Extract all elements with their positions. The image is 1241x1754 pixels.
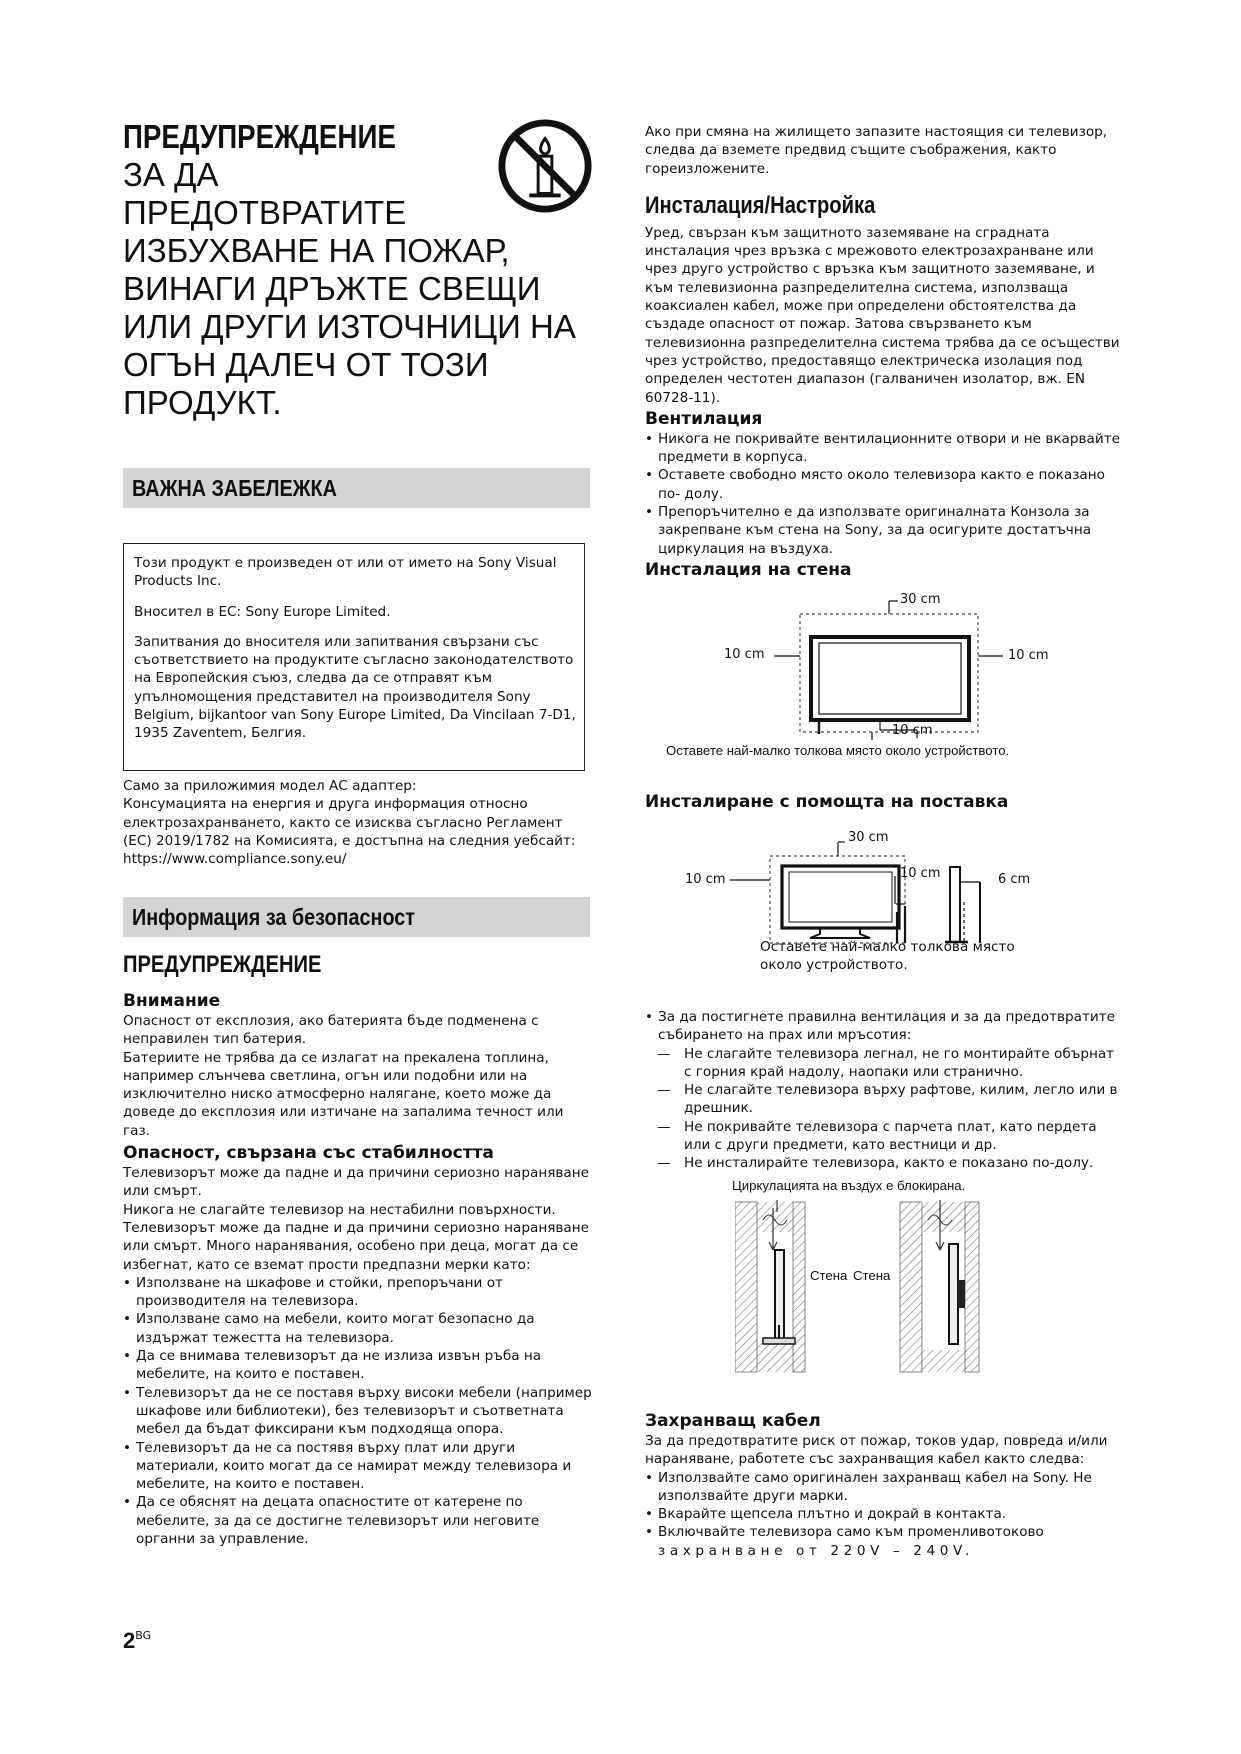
list-item: • Оставете свободно място около телевизора както е показано по- долу. [645, 466, 1120, 503]
box-paragraph: Запитвания до вносителя или запитвания свързани със съответствието на продуктите съгласно законодателството на Европейския съюз, следва да се отправят към упълномощения представител на производителя Sony Belgium, bijkantoor van Sony Europe Limited, Da Vincilaan 7-D1, 1935 Zaventem, Белгия. [134, 633, 576, 742]
wall-label: Стена [810, 1268, 848, 1283]
stand-clearance-top-label: 30 cm [848, 830, 889, 845]
list-item: — Не слагайте телевизора върху рафтове, килим, легло или в дрешник. [645, 1081, 1123, 1118]
list-item: — Не инсталирайте телевизора, както е показано по-долу. [645, 1154, 1123, 1172]
no-candle-icon [496, 117, 594, 215]
relocation-text: Ако при смяна на жилището запазите настоящия си телевизор, следва да вземете предвид същите съображения, както гореизложените. [645, 124, 1108, 177]
box-paragraph: Този продукт е произведен от или от името на Sony Visual Products Inc. [134, 555, 557, 590]
wall-install-diagram [660, 590, 1120, 765]
power-cord-section [645, 1411, 1123, 1560]
ventilation-list [645, 430, 1120, 558]
list-item: • Използване на шкафове и стойки, препоръчани от производителя на телевизора. [123, 1274, 593, 1311]
safety-warning-title: ПРЕДУПРЕЖДЕНИЕ [123, 951, 322, 978]
list-item: • Телевизорът да не са постявя върху плат или други материали, които могат да се намират между телевизора и мебелите, на които е поставен. [123, 1439, 593, 1494]
wall-install-title: Инсталация на стена [645, 559, 852, 580]
adapter-line: електрозахранването, както се изисква съгласно Регламент [123, 814, 563, 831]
page-number-value: 2 [123, 1628, 136, 1653]
clearance-left-label: 10 cm [724, 647, 765, 662]
power-cord-title: Захранващ кабел [645, 1411, 821, 1431]
wall-label: Стена [853, 1268, 891, 1283]
list-item: — Не покривайте телевизора с парчета плат, като пердета или с други предмети, като вестници и др. [645, 1118, 1123, 1155]
warning-line: ОГЪН ДАЛЕЧ ОТ ТОЗИ [123, 346, 489, 383]
stand-install-title: Инсталиране с помощта на поставка [645, 792, 1009, 812]
adapter-line: Само за приложимия модел АС адаптер: [123, 778, 417, 794]
important-notice-band [123, 468, 590, 508]
install-title: Инсталация/Настройка [645, 191, 876, 219]
caution-text: Опасност от експлозия, ако батерията бъде подменена с неправилен тип батерия. [123, 1013, 539, 1048]
page-language: BG [135, 1629, 152, 1642]
stability-text: Никога не слагайте телевизор на нестабилни повърхности. Телевизорът може да падне и да причини сериозно нараняване или смърт. Много наранявания, особено при деца, могат да се избегнат, като се вземат прости предпазни мерки като: [123, 1201, 589, 1273]
air-dash-list [645, 1045, 1123, 1173]
voltage-text: захранване от 220V – 240V. [658, 1542, 975, 1559]
air-circulation-section [645, 1008, 1123, 1173]
stability-text: Телевизорът може да падне и да причини сериозно нараняване или смърт. [123, 1165, 589, 1200]
list-item: • Използвайте само оригинален захранващ кабел на Sony. Не използвайте други марки. [645, 1469, 1123, 1506]
warning-line: ИЗБУХВАНЕ НА ПОЖАР, [123, 232, 510, 269]
stand-clearance-mid-label: 10 cm [900, 866, 941, 881]
caution-title: Внимание [123, 991, 221, 1011]
blocked-airflow-diagram [732, 1178, 1035, 1388]
list-item: • Да се обяснят на децата опасностите от катерене по мебелите, за да се достигне телевизорът или неговите органни за управление. [123, 1493, 593, 1548]
clearance-top-label: 30 cm [900, 592, 941, 607]
wall-figure-caption: Оставете най-малко толкова място около устройството. [666, 743, 1010, 758]
list-item: • Да се внимава телевизорът да не излиза извън ръба на мебелите, на които е поставен. [123, 1347, 593, 1384]
power-cord-list [645, 1469, 1123, 1542]
list-item: • Никога не покривайте вентилационните отвори и не вкарвайте предмети в корпуса. [645, 430, 1120, 467]
list-item: • Включвайте телевизора само към променливотоково [645, 1523, 1123, 1541]
warning-line: ЗА ДА [123, 156, 219, 193]
safety-band-title: Информация за безопасност [132, 904, 415, 930]
stability-title: Опасност, свързана със стабилността [123, 1143, 494, 1164]
list-item: — Не слагайте телевизора легнал, не го монтирайте обърнат с горния край надолу, наопаки или странично. [645, 1045, 1123, 1082]
adapter-info [123, 777, 593, 868]
list-item: • За да постигнете правилна вентилация и за да предотвратите събирането на прах или мръсотия: [645, 1008, 1123, 1045]
importer-info-box [123, 543, 585, 771]
ventilation-title: Вентилация [645, 408, 763, 429]
list-item: • Препоръчително е да използвате оригиналната Конзола за закрепване към стена на Sony, за да осигурите достатъчна циркулация на въздуха. [645, 503, 1120, 558]
warning-line: ВИНАГИ ДРЪЖТЕ СВЕЩИ [123, 270, 541, 307]
compliance-url: https://www.compliance.sony.eu/ [123, 851, 347, 868]
adapter-line: Консумацията на енергия и друга информация относно [123, 796, 528, 813]
stand-install-diagram [685, 822, 1110, 982]
stand-figure-caption: Оставете най-малко толкова място около устройството. [760, 939, 1015, 974]
important-notice-title: ВАЖНА ЗАБЕЛЕЖКА [132, 475, 337, 501]
stand-clearance-right-label: 6 cm [998, 872, 1031, 887]
clearance-right-label: 10 cm [1008, 648, 1049, 663]
page-number [123, 1628, 151, 1654]
safety-section [123, 951, 593, 1548]
list-item: • Телевизорът да не се поставя върху високи мебели (например шкафове или библиотеки), без телевизорът и съответната мебел да бъдат фиксирани към подходяща опора. [123, 1384, 593, 1439]
air-intro-list [645, 1008, 1123, 1045]
warning-title: ПРЕДУПРЕЖДЕНИЕ [123, 118, 396, 155]
blocked-airflow-caption: Циркулацията на въздух е блокирана. [732, 1178, 966, 1193]
list-item: • Използване само на мебели, които могат безопасно да издържат тежестта на телевизора. [123, 1310, 593, 1347]
right-column [645, 123, 1120, 581]
box-paragraph: Вносител в ЕС: Sony Europe Limited. [134, 603, 391, 620]
stability-list [123, 1274, 593, 1548]
clearance-bottom-label: 10 cm [892, 723, 933, 738]
adapter-line: (ЕС) 2019/1782 на Комисията, е достъпна на следния уебсайт: [123, 832, 576, 849]
list-item: • Вкарайте щепсела плътно и докрай в контакта. [645, 1505, 1123, 1523]
stand-clearance-left-label: 10 cm [685, 872, 726, 887]
battery-text: Батериите не трябва да се излагат на прекалена топлина, например слънчева светлина, огън или подобни или на изключително ниско атмосферно налягане, което може да доведе до експлозия или изтичане на запалима течност или газ. [123, 1049, 564, 1139]
safety-band [123, 897, 590, 937]
left-column [123, 118, 593, 1548]
warning-line: ПРЕДОТВРАТИТЕ [123, 194, 407, 231]
warning-line: ИЛИ ДРУГИ ИЗТОЧНИЦИ НА [123, 308, 576, 345]
power-cord-text: За да предотвратите риск от пожар, токов удар, повреда и/или нараняване, работете със захранващия кабел както следва: [645, 1433, 1108, 1468]
install-text: Уред, свързан към защитното заземяване на сградната инсталация чрез връзка с мрежовото електрозахранване или чрез друго устройство с връзка към защитното заземяване, и към телевизионна разпределителна система, използваща коаксиален кабел, може при определени обстоятелства да създаде опасност от пожар. Затова свързването към телевизионна разпределителна система трябва да се осъществи чрез устройство, предоставящо електрическа изолация под определен честотен диапазон (галваничен изолатор, вж. EN 60728-11). [645, 224, 1120, 406]
warning-line: ПРОДУКТ. [123, 384, 282, 421]
